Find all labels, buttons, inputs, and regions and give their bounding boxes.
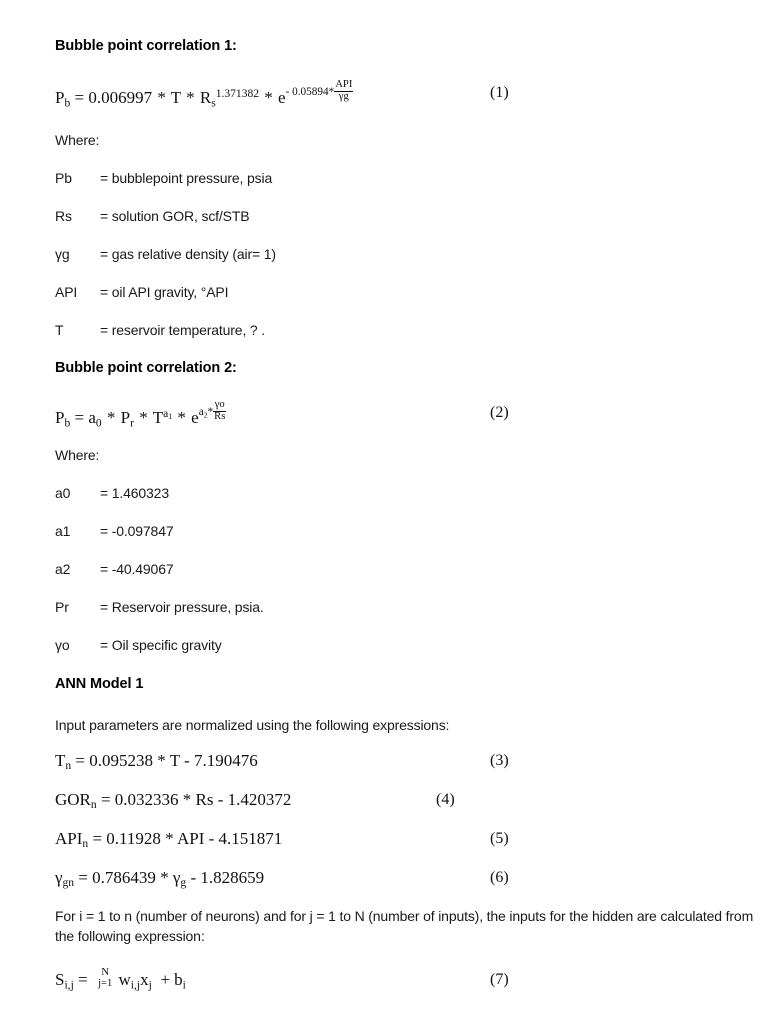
eq1-exp-denominator: γg [338,90,349,102]
equation-4-row [55,787,755,813]
eq6-lhs-sub: gn [62,876,75,890]
eq1-exp-star: * [328,86,335,99]
eq1-rs-sub: s [211,96,216,110]
eq3-body: = 0.095238 * T - 7.190476 [71,751,258,770]
equation-5-number: (5) [490,830,509,847]
eq2-exp-a2-sub: 2 [203,410,208,420]
eq1-exp-numerator: API [335,79,353,90]
definition-symbol: Pb [55,170,72,186]
equation-2-expression [55,400,226,431]
eq1-coefficient: 0.006997 [88,88,153,108]
eq7-x-base: x [140,970,149,990]
eq1-star-3: * [264,88,273,108]
equation-1-row [55,79,755,110]
eq2-pr-sub: r [130,416,134,430]
eq2-exp-star: * [207,406,214,419]
eq3-lhs-sub: n [65,759,72,773]
definition-symbol: Pr [55,599,69,615]
definition-symbol: γo [55,637,70,653]
eq2-t-exp-sub: 1 [168,412,173,422]
definition-description: = 1.460323 [100,485,169,501]
definition-description: = -40.49067 [100,561,174,577]
eq4-body: = 0.032336 * Rs - 1.420372 [96,790,292,809]
eq7-b-base: b [174,970,183,990]
definition-description: = -0.097847 [100,523,174,539]
equation-6-row [55,865,755,891]
eq2-star-3: * [177,408,186,428]
equation-6-expression [55,865,264,891]
eq2-exp-numerator: γo [214,399,225,410]
definition-symbol: γg [55,246,70,262]
definition-symbol: T [55,322,64,338]
eq6-gamma-g-base: γ [172,868,181,887]
definition-description: = Reservoir pressure, psia. [100,599,264,615]
definition-description: = Oil specific gravity [100,637,222,653]
equation-3-number: (3) [490,752,509,769]
eq1-equals: = [74,88,85,108]
eq1-exp-sign: - [285,86,290,99]
equation-2-row [55,399,755,430]
equation-3-expression [55,748,258,774]
definition-symbol: a2 [55,561,71,577]
definition-symbol: Rs [55,208,72,224]
eq6-lhs-base: γ [55,868,63,887]
equation-7-row [55,967,755,993]
eq2-star-1: * [106,408,116,428]
eq2-exp-a2-base: a [198,406,204,419]
eq5-lhs-base: API [55,829,83,848]
eq7-sum-upper-limit: N [101,967,109,978]
eq6-body-pre: = 0.786439 * [74,868,173,887]
equation-1-number: (1) [490,84,509,101]
eq1-exponent-block [286,80,354,103]
where-label-2: Where: [55,447,100,463]
eq1-exponent-fraction [334,80,353,103]
eq7-x-sub: j [148,978,152,992]
eq1-star-1: * [157,88,166,108]
eq7-s-sub: i,j [64,978,74,992]
eq2-a0-sub: 0 [95,416,102,430]
eq2-pb-sub: b [64,416,71,430]
eq7-summation-limits [96,967,114,989]
eq3-lhs-base: T [55,751,66,770]
eq7-sum-lower-limit: j=1 [98,978,113,990]
eq2-t-exp-base: a [163,407,169,421]
eq1-temperature: T [170,88,181,108]
eq1-rs-base: R [199,88,212,108]
eq6-body-post: - 1.828659 [186,868,265,887]
equation-4-expression [55,787,291,813]
equation-7-number: (7) [490,971,509,988]
equation-4-number: (4) [436,791,455,808]
section-heading-correlation-1: Bubble point correlation 1: [55,38,237,54]
eq1-e-base: e [278,88,286,108]
eq2-exponent-fraction [213,400,226,423]
definition-description: = gas relative density (air= 1) [100,246,276,262]
eq4-lhs-sub: n [90,798,97,812]
eq2-exp-denominator: Rs [214,410,226,422]
eq1-star-2: * [186,88,195,108]
eq7-s-base: S [55,970,65,990]
eq7-w-sub: i,j [130,978,141,992]
eq7-w-base: w [118,970,131,990]
eq1-rs-exponent: 1.371382 [215,87,260,101]
eq2-t-base: T [152,408,164,428]
eq7-plus: + [160,970,170,990]
equation-1-expression [55,80,353,111]
equation-3-row [55,748,755,774]
definition-description: = reservoir temperature, ? . [100,322,266,338]
eq2-equals: = [74,408,85,428]
eq2-pr-base: P [120,408,131,428]
eq2-t-exponent [163,407,172,420]
eq5-lhs-sub: n [82,837,89,851]
section-heading-ann-model-1: ANN Model 1 [55,676,144,692]
eq2-a0-base: a [88,408,96,428]
eq2-star-2: * [139,408,148,428]
eq6-gamma-g-sub: g [180,876,187,890]
equation-5-expression [55,826,282,852]
where-label-1: Where: [55,132,100,148]
equation-6-number: (6) [490,869,509,886]
eq4-lhs-base: GOR [55,790,91,809]
eq2-e-base: e [191,408,199,428]
eq7-equals: = [78,970,88,990]
eq1-pb-base: P [55,88,65,108]
ann-intro-paragraph: Input parameters are normalized using the following expressions: [55,717,450,733]
eq1-pb-sub: b [64,96,71,110]
definition-description: = oil API gravity, °API [100,284,229,300]
eq2-pb-base: P [55,408,65,428]
definition-symbol: a0 [55,485,71,501]
definition-symbol: API [55,284,78,300]
definition-description: = solution GOR, scf/STB [100,208,250,224]
eq5-body: = 0.11928 * API - 4.151871 [88,829,283,848]
eq7-b-sub: i [182,978,186,992]
equation-7-expression [55,967,186,993]
definition-description: = bubblepoint pressure, psia [100,170,273,186]
section-heading-correlation-2: Bubble point correlation 2: [55,360,237,376]
equation-5-row [55,826,755,852]
ann-closing-paragraph: For i = 1 to n (number of neurons) and for j = 1 to N (number of inputs), the inputs for the hidden are calculated from the following expression: [55,908,754,945]
eq1-exp-coefficient: 0.05894 [292,86,329,99]
definition-symbol: a1 [55,523,71,539]
eq2-exponent-block [199,400,227,423]
equation-2-number: (2) [490,404,509,421]
